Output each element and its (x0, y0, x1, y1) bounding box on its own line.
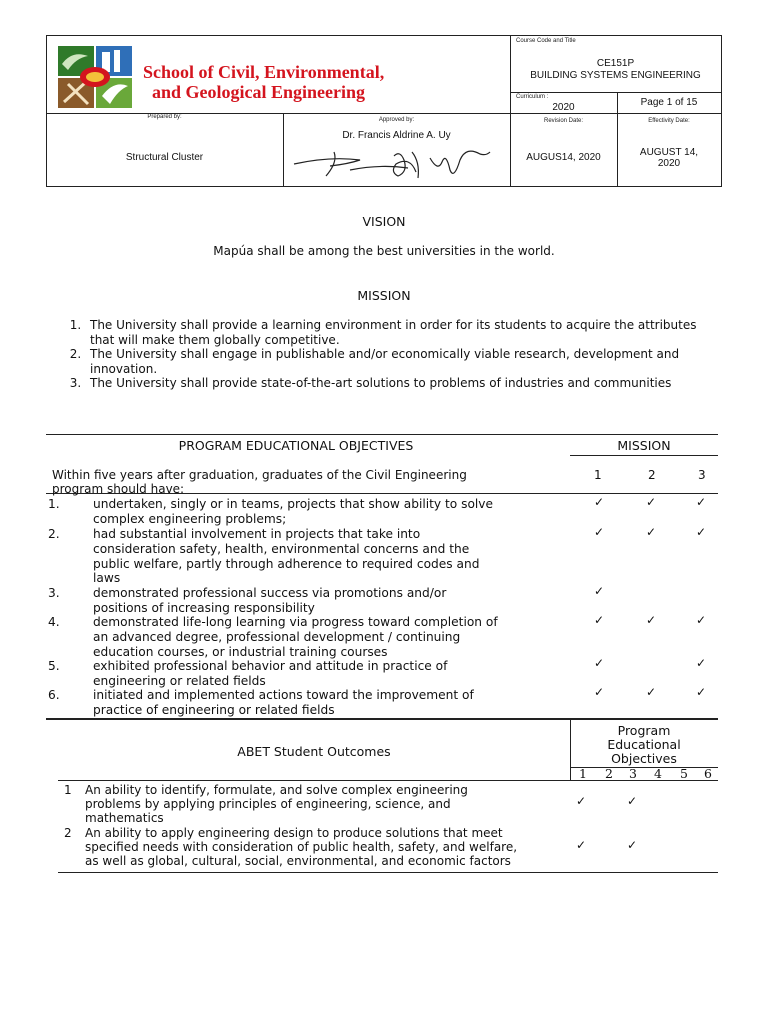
approved-by-name: Dr. Francis Aldrine A. Uy (342, 130, 451, 141)
vision-text: Mapúa shall be among the best universities in the world. (213, 244, 555, 258)
peo-row-line: an advanced degree, professional development / continuing (93, 629, 461, 644)
page-number: Page 1 of 15 (640, 97, 698, 108)
peo-row-number: 4. (48, 615, 60, 629)
peo-heading: PROGRAM EDUCATIONAL OBJECTIVES (178, 438, 414, 453)
check-icon: ✓ (594, 613, 605, 627)
peo-row-line: demonstrated life-long learning via progress toward completion of (93, 615, 498, 629)
check-icon: ✓ (627, 794, 638, 808)
peo-row-line: demonstrated professional success via promotions and/or (93, 586, 447, 600)
mission-heading: MISSION (357, 288, 411, 303)
peo-row-line: practice of engineering or related fields (93, 702, 335, 717)
abet-col: 3 (629, 766, 637, 781)
check-icon: ✓ (576, 794, 587, 808)
mission-item-2: 2. The University shall engage in publishable and/or economically viable research, development and innovation. (85, 347, 720, 376)
course-code: CE151P (596, 58, 635, 69)
peo-row-number: 1. (48, 497, 60, 511)
peo-row-number: 5. (48, 659, 60, 673)
check-icon: ✓ (646, 495, 657, 509)
effectivity-date-label: Effectivity Date: (648, 118, 690, 124)
peo-mission-heading: MISSION (617, 438, 671, 453)
abet-peo-heading-1: Program (617, 723, 671, 738)
approved-by-label: Approved by: (378, 117, 415, 123)
check-icon: ✓ (646, 685, 657, 699)
check-icon: ✓ (696, 525, 707, 539)
abet-row-number: 1 (64, 783, 72, 797)
mission-list (50, 318, 720, 391)
peo-row-line: education courses, or industrial training courses (93, 644, 388, 659)
vision-heading: VISION (362, 214, 406, 229)
peo-col-3: 3 (698, 468, 706, 482)
effectivity-date-line-2: 2020 (657, 158, 681, 169)
peo-row-number: 3. (48, 586, 60, 600)
peo-intro-line-2: program should have: (52, 482, 185, 496)
course-code-label: Course Code and Title (516, 38, 576, 44)
course-title: BUILDING SYSTEMS ENGINEERING (530, 70, 701, 81)
peo-row-line: consideration safety, health, environmental concerns and the (93, 541, 470, 556)
abet-row-line: An ability to identify, formulate, and solve complex engineering (85, 783, 468, 797)
abet-row-line: An ability to apply engineering design to produce solutions that meet (85, 826, 503, 840)
abet-peo-heading-3: Objectives (611, 751, 677, 766)
abet-row-line: mathematics (85, 811, 164, 826)
school-name-line-1: School of Civil, Environmental, (143, 62, 385, 82)
curriculum-label: Curriculum : (516, 94, 549, 100)
peo-col-2: 2 (648, 468, 656, 482)
abet-peo-heading-2: Educational (607, 737, 681, 752)
curriculum-value: 2020 (552, 102, 575, 113)
check-icon: ✓ (696, 495, 707, 509)
check-icon: ✓ (696, 685, 707, 699)
school-logo (58, 46, 132, 108)
mission-item-3: 3. The University shall provide state-of-the-art solutions to problems of industries and communities (85, 376, 720, 391)
peo-row-line: positions of increasing responsibility (93, 600, 315, 615)
prepared-by-label: Prepared by: (147, 114, 182, 120)
revision-date-value: AUGUS14, 2020 (526, 152, 601, 163)
check-icon: ✓ (627, 838, 638, 852)
mission-item-1: 1. The University shall provide a learning environment in order for its students to acquire the attributes that will make them globally competitive. (85, 318, 720, 347)
check-icon: ✓ (594, 584, 605, 598)
peo-row-number: 2. (48, 527, 60, 541)
peo-row-number: 6. (48, 688, 60, 702)
abet-col: 5 (680, 766, 688, 781)
abet-col: 4 (654, 766, 662, 781)
check-icon: ✓ (594, 525, 605, 539)
check-icon: ✓ (594, 495, 605, 509)
revision-date-label: Revision Date: (543, 118, 584, 124)
peo-row-line: had substantial involvement in projects that take into (93, 527, 421, 541)
peo-col-1: 1 (594, 468, 602, 482)
peo-intro-line-1: Within five years after graduation, graduates of the Civil Engineering (52, 468, 467, 482)
check-icon: ✓ (576, 838, 587, 852)
abet-row-line: specified needs with consideration of public health, safety, and welfare, (85, 840, 518, 855)
abet-col: 6 (704, 766, 712, 781)
check-icon: ✓ (646, 525, 657, 539)
peo-row-line: public welfare, partly through adherence to required codes and (93, 556, 480, 571)
check-icon: ✓ (696, 613, 707, 627)
peo-row-line: engineering or related fields (93, 673, 266, 688)
peo-row-line: exhibited professional behavior and attitude in practice of (93, 659, 448, 673)
abet-col: 1 (579, 766, 587, 781)
abet-row-number: 2 (64, 826, 72, 840)
abet-col: 2 (605, 766, 613, 781)
abet-row-line: problems by applying principles of engineering, science, and (85, 797, 451, 812)
abet-heading: ABET Student Outcomes (237, 744, 391, 759)
check-icon: ✓ (594, 656, 605, 670)
peo-row-line: laws (93, 571, 121, 586)
peo-row-line: undertaken, singly or in teams, projects that show ability to solve (93, 497, 494, 511)
check-icon: ✓ (696, 656, 707, 670)
prepared-by-value: Structural Cluster (125, 152, 204, 163)
peo-row-line: complex engineering problems; (93, 511, 287, 526)
effectivity-date-line-1: AUGUST 14, (639, 147, 699, 158)
abet-row-line: as well as global, cultural, social, environmental, and economic factors (85, 854, 511, 869)
check-icon: ✓ (594, 685, 605, 699)
school-name-line-2: and Geological Engineering (152, 82, 366, 102)
check-icon: ✓ (646, 613, 657, 627)
signature (290, 142, 495, 184)
peo-row-line: initiated and implemented actions toward the improvement of (93, 688, 474, 702)
